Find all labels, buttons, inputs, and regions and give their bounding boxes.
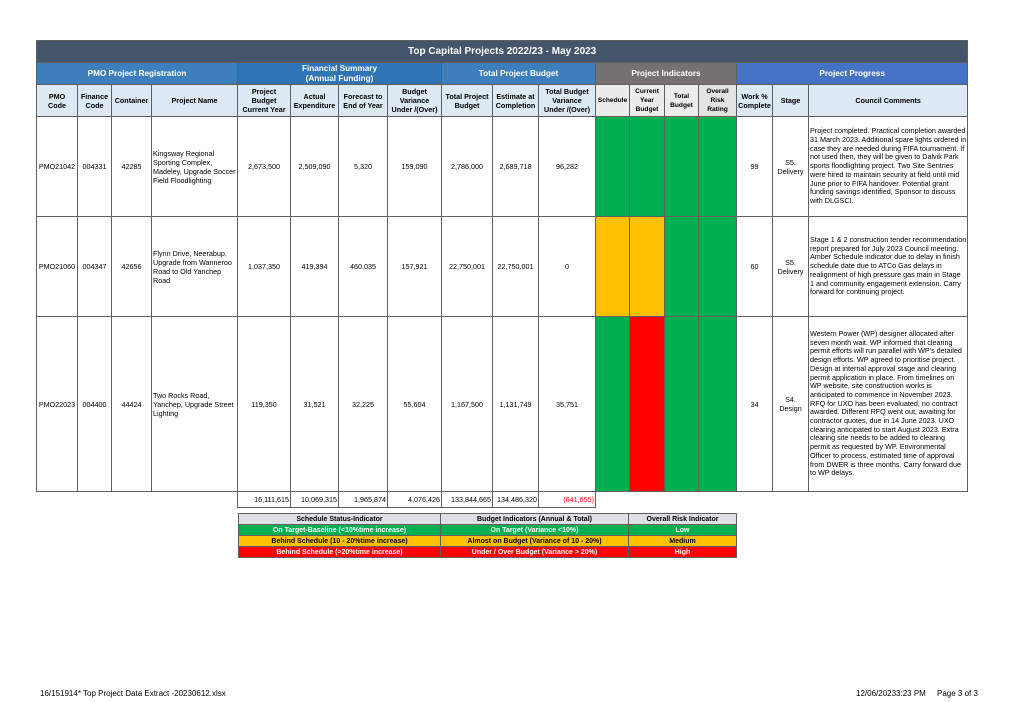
total-project-budget: 133,844,665 [442,492,493,508]
total-budget-current: 16,111,615 [238,492,291,508]
col-stage: Stage [773,85,809,117]
work-complete: 99 [737,117,773,217]
forecast: 460,035 [339,217,388,317]
col-finance-code: Finance Code [78,85,112,117]
work-complete: 34 [737,317,773,492]
footer-filename: 16/151914* Top Project Data Extract -20230612.xlsx [40,689,226,698]
container: 42656 [112,217,152,317]
estimate: 2,689,718 [493,117,539,217]
total-budget: 2,786,000 [442,117,493,217]
risk-indicator [699,117,737,217]
col-budget-current: Project Budget Current Year [238,85,291,117]
group-progress: Project Progress [737,63,968,85]
stage: S4. Design [773,317,809,492]
total-variance: 96,282 [539,117,596,217]
totals-row [37,492,968,508]
footer-page: Page 3 of 3 [937,689,978,698]
current-year-budget-indicator [630,117,665,217]
schedule-indicator [596,317,630,492]
col-total-variance: Total Budget Variance Under /(Over) [539,85,596,117]
total-actual-expenditure: 10,069,315 [291,492,339,508]
risk-indicator [699,317,737,492]
project-name: Two Rocks Road, Yanchep, Upgrade Street Lighting [152,317,238,492]
legend-row [239,536,737,547]
estimate: 22,750,001 [493,217,539,317]
total-budget-indicator [665,217,699,317]
col-pmo-code: PMO Code [37,85,78,117]
finance-code: 004347 [78,217,112,317]
legend-schedule: Behind Schedule (10 - 20%time increase) [239,536,441,547]
project-name: Flynn Drive, Neerabup, Upgrade from Wanneroo Road to Old Yanchep Road [152,217,238,317]
total-budget-variance: 4,076,426 [388,492,442,508]
total-variance: 35,751 [539,317,596,492]
legend-schedule-header: Schedule Status-Indicator [239,514,441,525]
total-forecast: 1,965,874 [339,492,388,508]
council-comment: Project completed. Practical completion awarded 31 March 2023. Additional spare lights ordered in case they are needed during FIFA tournament. If not used then, they will be given to Dalvik Park sports floodlighting project. Two Site Sentries were hired to maintain security at field until mid June prior to FIFA handover. Potential grant funding savings identified, Sponsor to discuss with DLGSCI. [809,117,968,217]
col-budget-variance: Budget Variance Under /(Over) [388,85,442,117]
budget-variance: 55,604 [388,317,442,492]
indicator-legend [238,513,737,558]
council-comment: Western Power (WP) designer allocated after seven month wait. WP informed that clearing permit efforts will run parallel with WP's detailed design efforts. WP agreed to prioritise project. Design at internal approval stage and clearing permit application in place. From timelines on WP website, site construction works is anticipated to commence in November 2023. RFQ for UXO has been evaluated, no contract awarded. Different RFQ went out, awaiting for contractor quotes, due in 14 June 2023. UXO clearing anticipated to start August 2023. Extra clearing site needs to be added to clearing permit as requested by WP. Environmental Officer to process, estimated time of approval from DWER is three months. Carry forward due to WP delays. [809,317,968,492]
actual-expenditure: 2,509,090 [291,117,339,217]
col-actual-expenditure: Actual Expenditure [291,85,339,117]
actual-expenditure: 31,521 [291,317,339,492]
estimate: 1,131,749 [493,317,539,492]
legend-row [239,547,737,558]
total-budget: 1,167,500 [442,317,493,492]
legend-budget: Almost on Budget (Variance of 10 - 20%) [441,536,629,547]
col-container: Container [112,85,152,117]
budget-variance: 159,090 [388,117,442,217]
group-financial: Financial Summary (Annual Funding) [238,63,442,85]
legend-budget-header: Budget Indicators (Annual & Total) [441,514,629,525]
footer-date: 12/06/20233:23 PM [856,689,926,698]
stage: S5. Delivery [773,217,809,317]
pmo-code: PMO22023 [37,317,78,492]
table-row [37,217,968,317]
forecast: 5,320 [339,117,388,217]
pmo-code: PMO21042 [37,117,78,217]
col-work-complete: Work % Complete [737,85,773,117]
legend-budget: On Target (Variance <10%) [441,525,629,536]
legend-row [239,525,737,536]
table-row [37,117,968,217]
col-council-comments: Council Comments [809,85,968,117]
total-estimate: 134,486,320 [493,492,539,508]
legend-risk: Medium [629,536,737,547]
table-row [37,317,968,492]
col-total-budget: Total Project Budget [442,85,493,117]
col-project-name: Project Name [152,85,238,117]
total-budget: 22,750,001 [442,217,493,317]
legend-schedule: Behind Schedule (>20%time increase) [239,547,441,558]
col-schedule: Schedule [596,85,630,117]
actual-expenditure: 419,394 [291,217,339,317]
total-variance: 0 [539,217,596,317]
col-estimate: Estimate at Completion [493,85,539,117]
legend-risk: Low [629,525,737,536]
col-forecast: Forecast to End of Year [339,85,388,117]
budget-variance: 157,921 [388,217,442,317]
legend-risk-header: Overall Risk Indicator [629,514,737,525]
forecast: 32,225 [339,317,388,492]
legend-schedule: On Target-Baseline (<10%time increase) [239,525,441,536]
total-budget-indicator [665,117,699,217]
group-registration: PMO Project Registration [37,63,238,85]
budget-current: 1,037,350 [238,217,291,317]
col-total-budget-indicator: Total Budget [665,85,699,117]
budget-current: 119,350 [238,317,291,492]
budget-current: 2,673,500 [238,117,291,217]
capital-projects-table [36,40,968,508]
council-comment: Stage 1 & 2 construction tender recommendation report prepared for July 2023 Council meeting. Amber Schedule indicator due to delay in finish schedule date due to ATCo Gas delays in realignment of high pressure gas main in Stage 1 and community engagement extension. Carry forward for continuing project. [809,217,968,317]
total-budget-indicator [665,317,699,492]
finance-code: 004400 [78,317,112,492]
report-title: Top Capital Projects 2022/23 - May 2023 [37,41,968,63]
total-variance-sum: (641,655) [539,492,596,508]
group-indicators: Project Indicators [596,63,737,85]
current-year-budget-indicator [630,317,665,492]
col-current-year-budget: Current Year Budget [630,85,665,117]
project-name: Kingsway Regional Sporting Complex, Madeley, Upgrade Soccer Field Floodlighting [152,117,238,217]
stage: S5. Delivery [773,117,809,217]
risk-indicator [699,217,737,317]
schedule-indicator [596,217,630,317]
legend-budget: Under / Over Budget (Variance > 20%) [441,547,629,558]
col-risk-rating: Overall Risk Rating [699,85,737,117]
legend-risk: High [629,547,737,558]
pmo-code: PMO21060 [37,217,78,317]
container: 42285 [112,117,152,217]
work-complete: 60 [737,217,773,317]
schedule-indicator [596,117,630,217]
finance-code: 004331 [78,117,112,217]
container: 44424 [112,317,152,492]
group-total-budget: Total Project Budget [442,63,596,85]
current-year-budget-indicator [630,217,665,317]
